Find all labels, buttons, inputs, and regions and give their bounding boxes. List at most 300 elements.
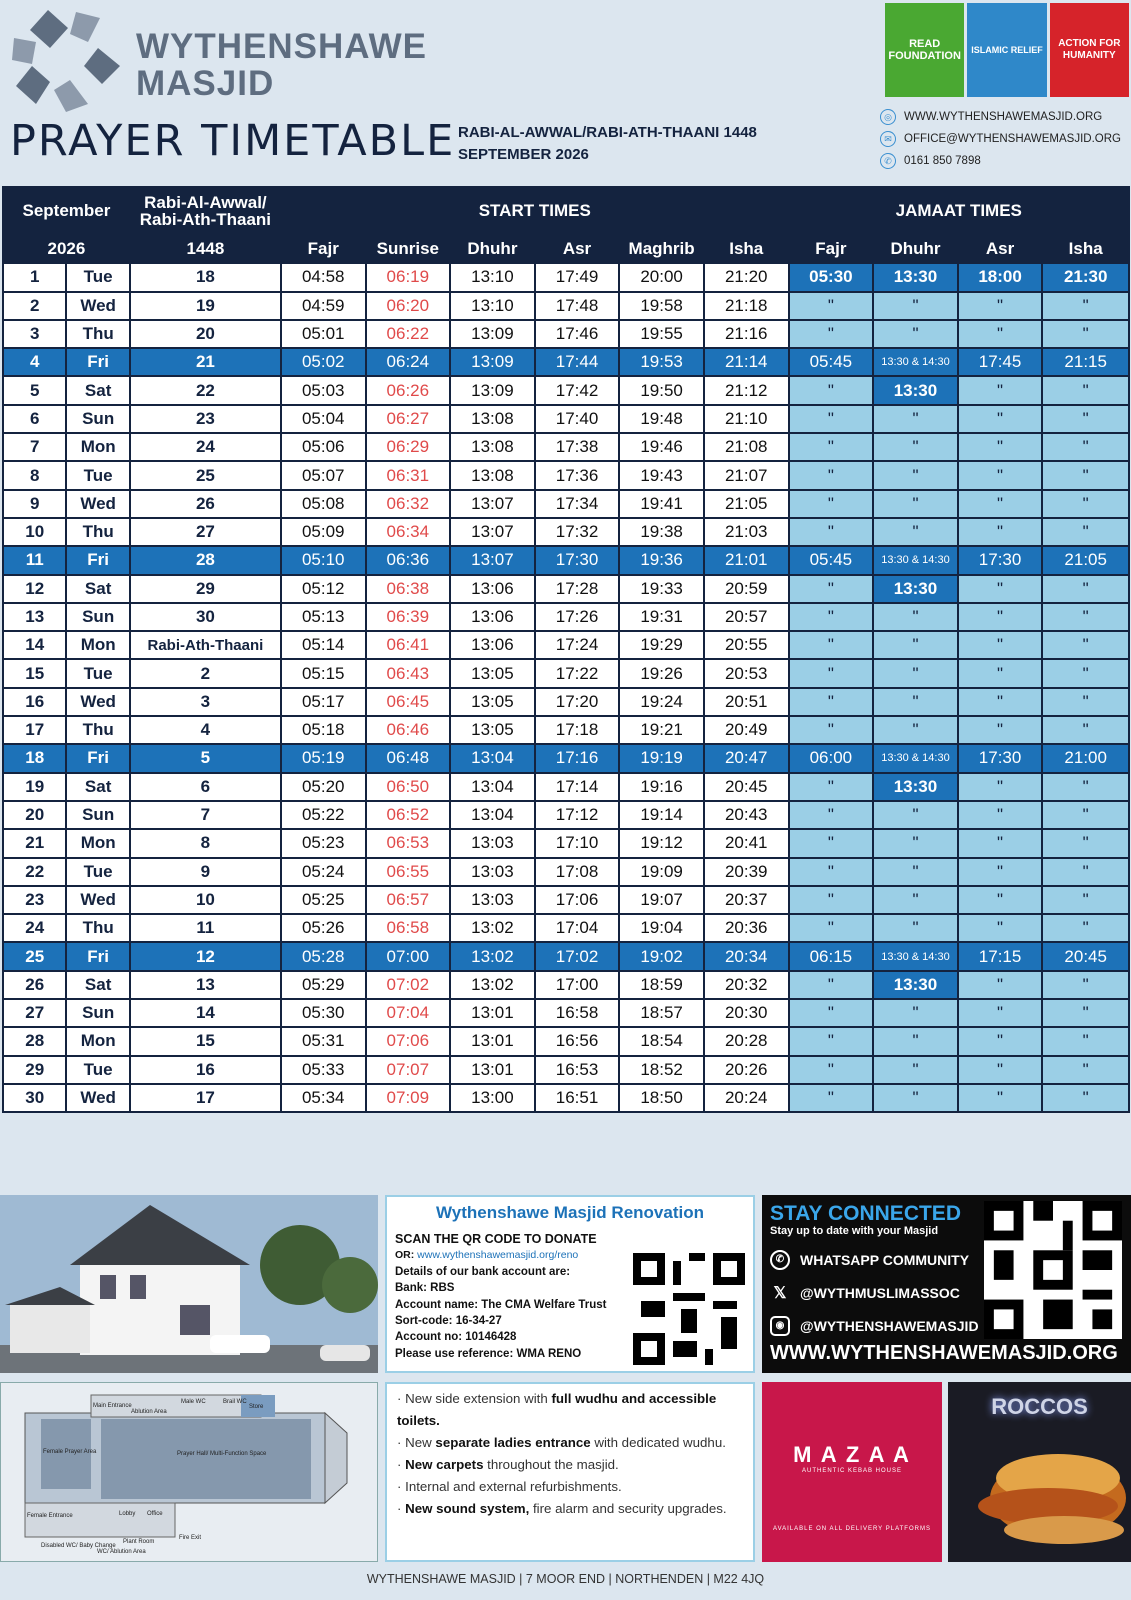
asr-jamaat-cell: "	[958, 688, 1043, 716]
dhuhr-jamaat-cell: "	[873, 858, 958, 886]
fajr-start-cell: 05:14	[281, 631, 366, 659]
isha-start-cell: 20:59	[704, 575, 789, 603]
fajr-jamaat-cell: "	[789, 518, 874, 546]
isha-jamaat-cell: "	[1042, 999, 1129, 1027]
asr-jamaat-cell: "	[958, 1084, 1043, 1112]
asr-start-cell: 17:28	[535, 575, 620, 603]
feature-text: full wudhu and accessible toilets.	[397, 1391, 717, 1428]
table-row	[3, 773, 1129, 801]
masjid-render-image	[0, 1195, 378, 1373]
weekday-cell: Sat	[66, 575, 129, 603]
date-cell: 27	[3, 999, 66, 1027]
sunrise-start-cell: 06:26	[366, 376, 451, 404]
dhuhr-start-cell: 13:02	[450, 942, 535, 970]
isha-jamaat-cell: "	[1042, 716, 1129, 744]
sunrise-start-cell: 06:32	[366, 490, 451, 518]
feature-text: fire alarm and security upgrades.	[529, 1501, 727, 1516]
asr-jamaat-cell: "	[958, 518, 1043, 546]
dhuhr-start-cell: 13:06	[450, 575, 535, 603]
hijri-month-header: Rabi-Al-Awwal/ Rabi-Ath-Thaani	[130, 187, 281, 235]
table-row	[3, 942, 1129, 970]
isha-start-cell: 21:05	[704, 490, 789, 518]
table-row	[3, 405, 1129, 433]
maghrib-start-cell: 19:04	[619, 914, 704, 942]
isha-jamaat-cell: "	[1042, 773, 1129, 801]
table-row	[3, 716, 1129, 744]
dhuhr-jamaat-cell: "	[873, 688, 958, 716]
hijri-date-cell: 29	[130, 575, 281, 603]
asr-jamaat-cell: "	[958, 376, 1043, 404]
dhuhr-jamaat-cell: "	[873, 999, 958, 1027]
isha-start-cell: 20:32	[704, 971, 789, 999]
maghrib-start-cell: 19:24	[619, 688, 704, 716]
sunrise-start-cell: 07:09	[366, 1084, 451, 1112]
brand-line-2: MASJID	[136, 64, 275, 103]
asr-start-cell: 17:30	[535, 546, 620, 574]
hijri-date-cell: 24	[130, 433, 281, 461]
fajr-start-cell: 05:24	[281, 858, 366, 886]
asr-start-cell: 17:46	[535, 320, 620, 348]
weekday-cell: Sun	[66, 405, 129, 433]
dhuhr-jamaat-cell: 13:30 & 14:30	[873, 942, 958, 970]
fajr-start-cell: 05:07	[281, 461, 366, 489]
x-handle: @WYTHMUSLIMASSOC	[800, 1284, 960, 1301]
feature-text: Internal and external refurbishments.	[405, 1479, 622, 1494]
isha-jamaat-cell: 21:05	[1042, 546, 1129, 574]
weekday-cell: Thu	[66, 716, 129, 744]
asr-jamaat-cell: "	[958, 773, 1043, 801]
whatsapp-label: WHATSAPP COMMUNITY	[800, 1251, 970, 1268]
asr-jamaat-cell: "	[958, 575, 1043, 603]
dhuhr-jamaat-cell: "	[873, 603, 958, 631]
table-row	[3, 348, 1129, 376]
isha-jamaat-cell: "	[1042, 433, 1129, 461]
weekday-cell: Tue	[66, 659, 129, 687]
feature-text: New carpets	[405, 1457, 484, 1472]
sunrise-start-cell: 06:36	[366, 546, 451, 574]
fajr-start-cell: 05:02	[281, 348, 366, 376]
fajr-start-cell: 05:08	[281, 490, 366, 518]
maghrib-start-cell: 19:48	[619, 405, 704, 433]
website-banner[interactable]: WWW.WYTHENSHAWEMASJID.ORG	[770, 1342, 1118, 1364]
isha-jamaat-cell: "	[1042, 914, 1129, 942]
fajr-start-cell: 05:06	[281, 433, 366, 461]
weekday-cell: Wed	[66, 490, 129, 518]
dhuhr-jamaat-cell: 13:30	[873, 575, 958, 603]
weekday-cell: Fri	[66, 744, 129, 772]
fajr-start-cell: 05:09	[281, 518, 366, 546]
dhuhr-start-cell: 13:06	[450, 603, 535, 631]
account-number: Account no: 10146428	[395, 1331, 517, 1344]
website-text: WWW.WYTHENSHAWEMASJID.ORG	[904, 111, 1103, 123]
feature-item: · Internal and external refurbishments.	[397, 1479, 622, 1494]
asr-start-cell: 16:53	[535, 1056, 620, 1084]
maghrib-start-cell: 19:53	[619, 348, 704, 376]
isha-start-cell: 20:45	[704, 773, 789, 801]
col-fajr: Fajr	[281, 235, 366, 263]
brand-line-1: WYTHENSHAWE	[136, 27, 427, 66]
hijri-date-cell: 10	[130, 886, 281, 914]
table-row	[3, 858, 1129, 886]
isha-jamaat-cell: "	[1042, 292, 1129, 320]
isha-start-cell: 20:39	[704, 858, 789, 886]
contact-phone[interactable]	[880, 150, 1121, 172]
dhuhr-start-cell: 13:01	[450, 1027, 535, 1055]
col-jamaat-isha: Isha	[1042, 235, 1129, 263]
asr-jamaat-cell: "	[958, 999, 1043, 1027]
dhuhr-jamaat-cell: "	[873, 292, 958, 320]
weekday-cell: Thu	[66, 914, 129, 942]
globe-icon: ◎	[880, 109, 896, 125]
maghrib-start-cell: 19:36	[619, 546, 704, 574]
plan-label-main-entrance: Main Entrance	[93, 1403, 132, 1409]
asr-start-cell: 16:51	[535, 1084, 620, 1112]
plan-label-female-entrance: Female Entrance	[27, 1513, 73, 1519]
date-cell: 6	[3, 405, 66, 433]
mail-icon: ✉	[880, 131, 896, 147]
dhuhr-start-cell: 13:09	[450, 320, 535, 348]
sponsor-name: M A Z A A	[793, 1442, 911, 1467]
col-asr: Asr	[535, 235, 620, 263]
table-row	[3, 263, 1129, 291]
dhuhr-start-cell: 13:05	[450, 659, 535, 687]
fajr-jamaat-cell: "	[789, 1056, 874, 1084]
fajr-jamaat-cell: "	[789, 1027, 874, 1055]
date-cell: 5	[3, 376, 66, 404]
isha-start-cell: 21:08	[704, 433, 789, 461]
fajr-start-cell: 05:25	[281, 886, 366, 914]
plan-label-disabled-wc: Disabled WC/ Baby Change	[41, 1543, 116, 1549]
asr-start-cell: 17:16	[535, 744, 620, 772]
weekday-cell: Sat	[66, 773, 129, 801]
date-cell: 3	[3, 320, 66, 348]
asr-jamaat-cell: "	[958, 405, 1043, 433]
sunrise-start-cell: 06:22	[366, 320, 451, 348]
asr-start-cell: 17:04	[535, 914, 620, 942]
maghrib-start-cell: 18:50	[619, 1084, 704, 1112]
col-dhuhr: Dhuhr	[450, 235, 535, 263]
table-row	[3, 575, 1129, 603]
dhuhr-start-cell: 13:08	[450, 433, 535, 461]
date-cell: 4	[3, 348, 66, 376]
isha-jamaat-cell: 21:30	[1042, 263, 1129, 291]
scan-to-donate: SCAN THE QR CODE TO DONATE	[395, 1232, 597, 1246]
dhuhr-start-cell: 13:03	[450, 886, 535, 914]
dhuhr-jamaat-cell: 13:30	[873, 773, 958, 801]
isha-jamaat-cell: 21:00	[1042, 744, 1129, 772]
maghrib-start-cell: 19:50	[619, 376, 704, 404]
asr-start-cell: 17:34	[535, 490, 620, 518]
dhuhr-jamaat-cell: "	[873, 801, 958, 829]
date-cell: 29	[3, 1056, 66, 1084]
weekday-cell: Sun	[66, 999, 129, 1027]
weekday-cell: Fri	[66, 546, 129, 574]
sunrise-start-cell: 07:07	[366, 1056, 451, 1084]
table-row	[3, 801, 1129, 829]
isha-start-cell: 21:14	[704, 348, 789, 376]
dhuhr-start-cell: 13:05	[450, 688, 535, 716]
contact-list	[880, 106, 1121, 172]
dhuhr-start-cell: 13:10	[450, 292, 535, 320]
whatsapp-icon: ✆	[770, 1250, 790, 1270]
fajr-jamaat-cell: "	[789, 1084, 874, 1112]
fajr-jamaat-cell: "	[789, 886, 874, 914]
isha-start-cell: 20:36	[704, 914, 789, 942]
account-name: Account name: The CMA Welfare Trust	[395, 1298, 607, 1311]
weekday-cell: Mon	[66, 631, 129, 659]
fajr-jamaat-cell: "	[789, 320, 874, 348]
sunrise-start-cell: 07:04	[366, 999, 451, 1027]
hijri-year-header: 1448	[130, 235, 281, 263]
date-cell: 16	[3, 688, 66, 716]
date-cell: 14	[3, 631, 66, 659]
table-row	[3, 376, 1129, 404]
fajr-jamaat-cell: 05:45	[789, 348, 874, 376]
dhuhr-jamaat-cell: "	[873, 886, 958, 914]
isha-start-cell: 20:30	[704, 999, 789, 1027]
col-jamaat-asr: Asr	[958, 235, 1043, 263]
asr-jamaat-cell: 18:00	[958, 263, 1043, 291]
hijri-date-cell: 18	[130, 263, 281, 291]
year-header: 2026	[3, 235, 130, 263]
isha-start-cell: 21:18	[704, 292, 789, 320]
weekday-cell: Tue	[66, 263, 129, 291]
dhuhr-jamaat-cell: "	[873, 659, 958, 687]
col-maghrib: Maghrib	[619, 235, 704, 263]
partner-read-foundation: READ FOUNDATION	[885, 3, 964, 97]
asr-jamaat-cell: "	[958, 829, 1043, 857]
fajr-jamaat-cell: "	[789, 631, 874, 659]
dhuhr-start-cell: 13:03	[450, 829, 535, 857]
sunrise-start-cell: 06:43	[366, 659, 451, 687]
contact-email[interactable]	[880, 128, 1121, 150]
donate-qr-code-icon[interactable]	[633, 1253, 745, 1365]
sunrise-start-cell: 06:34	[366, 518, 451, 546]
fajr-jamaat-cell: "	[789, 829, 874, 857]
date-cell: 15	[3, 659, 66, 687]
table-row	[3, 971, 1129, 999]
dhuhr-jamaat-cell: "	[873, 320, 958, 348]
hijri-date-cell: 22	[130, 376, 281, 404]
fajr-start-cell: 05:10	[281, 546, 366, 574]
isha-jamaat-cell: "	[1042, 1084, 1129, 1112]
hijri-date-cell: 20	[130, 320, 281, 348]
dhuhr-jamaat-cell: "	[873, 1084, 958, 1112]
fajr-jamaat-cell: "	[789, 376, 874, 404]
asr-jamaat-cell: "	[958, 433, 1043, 461]
maghrib-start-cell: 19:02	[619, 942, 704, 970]
plan-label-fire-exit: Fire Exit	[179, 1535, 202, 1541]
plan-label-brail-wc: Brail WC	[223, 1399, 247, 1405]
asr-start-cell: 17:14	[535, 773, 620, 801]
sunrise-start-cell: 06:58	[366, 914, 451, 942]
bank-intro: Details of our bank account are:	[395, 1265, 571, 1278]
gregorian-month: SEPTEMBER 2026	[458, 146, 589, 163]
sunrise-start-cell: 06:48	[366, 744, 451, 772]
weekday-cell: Tue	[66, 858, 129, 886]
date-cell: 12	[3, 575, 66, 603]
asr-start-cell: 17:02	[535, 942, 620, 970]
fajr-start-cell: 04:59	[281, 292, 366, 320]
asr-start-cell: 17:22	[535, 659, 620, 687]
renovation-features-list	[385, 1382, 755, 1562]
dhuhr-start-cell: 13:07	[450, 546, 535, 574]
maghrib-start-cell: 18:54	[619, 1027, 704, 1055]
renovation-panel	[385, 1195, 755, 1373]
table-row	[3, 886, 1129, 914]
fajr-jamaat-cell: 06:15	[789, 942, 874, 970]
donate-url-link[interactable]: www.wythenshawemasjid.org/reno	[417, 1249, 579, 1262]
fajr-start-cell: 05:12	[281, 575, 366, 603]
asr-start-cell: 17:32	[535, 518, 620, 546]
isha-jamaat-cell: "	[1042, 971, 1129, 999]
fajr-start-cell: 05:01	[281, 320, 366, 348]
dhuhr-start-cell: 13:06	[450, 631, 535, 659]
dhuhr-jamaat-cell: "	[873, 1027, 958, 1055]
asr-jamaat-cell: "	[958, 1027, 1043, 1055]
masjid-logo-icon	[10, 8, 122, 112]
hijri-date-cell: 2	[130, 659, 281, 687]
weekday-cell: Wed	[66, 886, 129, 914]
maghrib-start-cell: 19:41	[619, 490, 704, 518]
hijri-date-cell: 4	[130, 716, 281, 744]
table-row	[3, 999, 1129, 1027]
dhuhr-start-cell: 13:08	[450, 461, 535, 489]
date-cell: 22	[3, 858, 66, 886]
plan-label-female-prayer: Female Prayer Area	[43, 1449, 97, 1455]
dhuhr-start-cell: 13:10	[450, 263, 535, 291]
fajr-start-cell: 04:58	[281, 263, 366, 291]
sponsor-platforms: AVAILABLE ON ALL DELIVERY PLATFORMS	[773, 1526, 931, 1532]
maghrib-start-cell: 19:29	[619, 631, 704, 659]
dhuhr-start-cell: 13:04	[450, 773, 535, 801]
maghrib-start-cell: 19:38	[619, 518, 704, 546]
isha-jamaat-cell: "	[1042, 490, 1129, 518]
sunrise-start-cell: 06:24	[366, 348, 451, 376]
contact-website[interactable]	[880, 106, 1121, 128]
hijri-date-cell: 30	[130, 603, 281, 631]
hijri-date-cell: 9	[130, 858, 281, 886]
dhuhr-jamaat-cell: "	[873, 829, 958, 857]
instagram-icon: ◉	[770, 1316, 790, 1336]
table-row	[3, 1084, 1129, 1112]
asr-start-cell: 17:48	[535, 292, 620, 320]
isha-start-cell: 20:26	[704, 1056, 789, 1084]
col-jamaat-dhuhr: Dhuhr	[873, 235, 958, 263]
phone-text: 0161 850 7898	[904, 155, 981, 167]
sponsor-food-image	[948, 1382, 1131, 1562]
asr-start-cell: 17:20	[535, 688, 620, 716]
stay-connected-panel	[762, 1195, 1131, 1373]
maghrib-start-cell: 19:26	[619, 659, 704, 687]
plan-label-ablution: Ablution Area	[131, 1409, 167, 1415]
maghrib-start-cell: 19:33	[619, 575, 704, 603]
weekday-cell: Fri	[66, 942, 129, 970]
weekday-cell: Wed	[66, 1084, 129, 1112]
isha-jamaat-cell: "	[1042, 886, 1129, 914]
hijri-date-cell: 26	[130, 490, 281, 518]
community-qr-code-icon[interactable]	[984, 1201, 1122, 1339]
asr-start-cell: 17:24	[535, 631, 620, 659]
email-text: OFFICE@WYTHENSHAWEMASJID.ORG	[904, 133, 1121, 145]
sunrise-start-cell: 06:52	[366, 801, 451, 829]
date-cell: 28	[3, 1027, 66, 1055]
fajr-start-cell: 05:13	[281, 603, 366, 631]
table-row	[3, 744, 1129, 772]
hijri-date-cell: 8	[130, 829, 281, 857]
table-row	[3, 688, 1129, 716]
asr-jamaat-cell: "	[958, 716, 1043, 744]
maghrib-start-cell: 18:57	[619, 999, 704, 1027]
dhuhr-jamaat-cell: "	[873, 433, 958, 461]
isha-start-cell: 20:57	[704, 603, 789, 631]
fajr-jamaat-cell: 05:30	[789, 263, 874, 291]
asr-jamaat-cell: "	[958, 292, 1043, 320]
dhuhr-start-cell: 13:01	[450, 999, 535, 1027]
feature-text: New	[405, 1435, 436, 1450]
sunrise-start-cell: 06:29	[366, 433, 451, 461]
asr-start-cell: 17:49	[535, 263, 620, 291]
hijri-date-cell: 5	[130, 744, 281, 772]
hijri-date-cell: 12	[130, 942, 281, 970]
hijri-date-cell: 14	[130, 999, 281, 1027]
fajr-jamaat-cell: "	[789, 575, 874, 603]
date-cell: 7	[3, 433, 66, 461]
floor-plan	[0, 1382, 378, 1562]
isha-jamaat-cell: "	[1042, 405, 1129, 433]
isha-start-cell: 21:20	[704, 263, 789, 291]
phone-icon: ✆	[880, 153, 896, 169]
table-row	[3, 603, 1129, 631]
maghrib-start-cell: 19:58	[619, 292, 704, 320]
sponsor-tagline: AUTHENTIC KEBAB HOUSE	[801, 1468, 902, 1474]
table-row	[3, 914, 1129, 942]
sunrise-start-cell: 06:57	[366, 886, 451, 914]
asr-start-cell: 17:40	[535, 405, 620, 433]
isha-jamaat-cell: "	[1042, 659, 1129, 687]
burger-illustration	[948, 1420, 1131, 1550]
isha-jamaat-cell: 20:45	[1042, 942, 1129, 970]
sunrise-start-cell: 06:41	[366, 631, 451, 659]
feature-text: separate ladies entrance	[435, 1435, 591, 1450]
hijri-date-cell: 16	[130, 1056, 281, 1084]
feature-item: · New carpets throughout the masjid.	[397, 1457, 619, 1472]
sunrise-start-cell: 06:46	[366, 716, 451, 744]
maghrib-start-cell: 19:43	[619, 461, 704, 489]
col-jamaat-fajr: Fajr	[789, 235, 874, 263]
dhuhr-start-cell: 13:09	[450, 376, 535, 404]
month-heading	[458, 122, 757, 166]
dhuhr-jamaat-cell: "	[873, 1056, 958, 1084]
date-cell: 2	[3, 292, 66, 320]
feature-item: · New separate ladies entrance with dedicated wudhu.	[397, 1435, 726, 1450]
table-row	[3, 546, 1129, 574]
plan-label-lobby: Lobby	[119, 1511, 136, 1517]
table-row	[3, 518, 1129, 546]
fajr-start-cell: 05:26	[281, 914, 366, 942]
start-times-header: START TIMES	[281, 187, 789, 235]
fajr-jamaat-cell: "	[789, 490, 874, 518]
footer-address: WYTHENSHAWE MASJID | 7 MOOR END | NORTHENDEN | M22 4JQ	[366, 1572, 765, 1586]
isha-start-cell: 21:16	[704, 320, 789, 348]
fajr-jamaat-cell: 05:45	[789, 546, 874, 574]
dhuhr-jamaat-cell: 13:30 & 14:30	[873, 546, 958, 574]
maghrib-start-cell: 18:52	[619, 1056, 704, 1084]
isha-jamaat-cell: "	[1042, 631, 1129, 659]
isha-start-cell: 21:10	[704, 405, 789, 433]
date-cell: 30	[3, 1084, 66, 1112]
fajr-jamaat-cell: 06:00	[789, 744, 874, 772]
